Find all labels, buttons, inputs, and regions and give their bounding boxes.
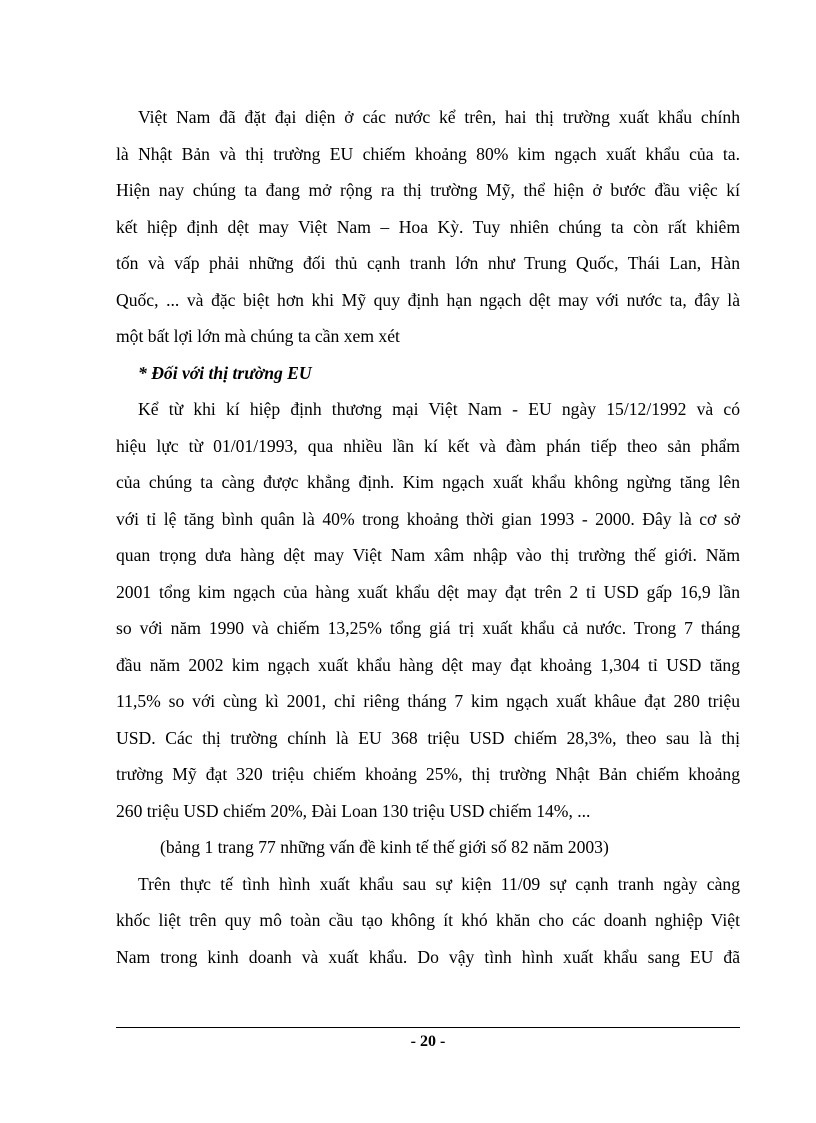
text-line: một bất lợi lớn mà chúng ta cần xem xét bbox=[116, 326, 400, 346]
paragraph-2 bbox=[116, 391, 740, 829]
paragraph-1 bbox=[116, 99, 740, 355]
text-line: kết hiệp định dệt may Việt Nam – Hoa Kỳ. Tuy nhiên chúng ta còn rất khiêm bbox=[116, 216, 740, 237]
text-line: Hiện nay chúng ta đang mở rộng ra thị trường Mỹ, thể hiện ở bước đầu việc kí bbox=[116, 180, 740, 200]
text-line: với tỉ lệ tăng bình quân là 40% trong khoảng thời gian 1993 - 2000. Đây là cơ sở bbox=[116, 508, 740, 529]
text-line: Quốc, ... và đặc biệt hơn khi Mỹ quy định hạn ngạch dệt may với nước ta, đây là bbox=[116, 289, 740, 310]
text-line: Trên thực tế tình hình xuất khẩu sau sự kiện 11/09 sự cạnh tranh ngày càng bbox=[138, 873, 740, 894]
text-line: tốn và vấp phải những đối thủ cạnh tranh lớn như Trung Quốc, Thái Lan, Hàn bbox=[116, 253, 740, 273]
text-line: là Nhật Bản và thị trường EU chiếm khoảng 80% kim ngạch xuất khẩu của ta. bbox=[116, 143, 740, 164]
section-heading: * Đối với thị trường EU bbox=[138, 362, 312, 383]
text-line: Việt Nam đã đặt đại diện ở các nước kể trên, hai thị trường xuất khẩu chính bbox=[138, 107, 740, 127]
text-line: 2001 tổng kim ngạch của hàng xuất khẩu dệt may đạt trên 2 tỉ USD gấp 16,9 lần bbox=[116, 581, 740, 602]
text-line: USD. Các thị trường chính là EU 368 triệu USD chiếm 28,3%, theo sau là thị bbox=[116, 727, 740, 748]
footer-rule bbox=[116, 1027, 740, 1028]
text-line: 260 triệu USD chiếm 20%, Đài Loan 130 triệu USD chiếm 14%, ... bbox=[116, 800, 591, 821]
text-line: đầu năm 2002 kim ngạch xuất khẩu hàng dệt may đạt khoảng 1,304 tỉ USD tăng bbox=[116, 654, 740, 675]
text-line: quan trọng dưa hàng dệt may Việt Nam xâm nhập vào thị trường thế giới. Năm bbox=[116, 545, 740, 565]
document-page bbox=[116, 99, 740, 975]
text-line: Kể từ khi kí hiệp định thương mại Việt Nam - EU ngày 15/12/1992 và có bbox=[138, 399, 740, 419]
text-line: so với năm 1990 và chiếm 13,25% tổng giá trị xuất khẩu cả nước. Trong 7 tháng bbox=[116, 618, 740, 638]
text-line: Nam trong kinh doanh và xuất khẩu. Do vậy tình hình xuất khẩu sang EU đã bbox=[116, 946, 740, 967]
text-line: hiệu lực từ 01/01/1993, qua nhiều lần kí kết và đàm phán tiếp theo sản phẩm bbox=[116, 435, 740, 456]
text-line: của chúng ta càng được khẳng định. Kim ngạch xuất khẩu không ngừng tăng lên bbox=[116, 472, 740, 492]
page-number: - 20 - bbox=[410, 1033, 446, 1050]
text-line: 11,5% so với cùng kì 2001, chỉ riêng tháng 7 kim ngạch xuất khâue đạt 280 triệu bbox=[116, 691, 740, 711]
paragraph-3 bbox=[116, 866, 740, 976]
table-citation: (bảng 1 trang 77 những vấn đề kinh tế thế giới số 82 năm 2003) bbox=[160, 837, 609, 857]
text-line: khốc liệt trên quy mô toàn cầu tạo không ít khó khăn cho các doanh nghiệp Việt bbox=[116, 910, 740, 930]
text-line: trường Mỹ đạt 320 triệu chiếm khoảng 25%, thị trường Nhật Bản chiếm khoảng bbox=[116, 764, 740, 784]
